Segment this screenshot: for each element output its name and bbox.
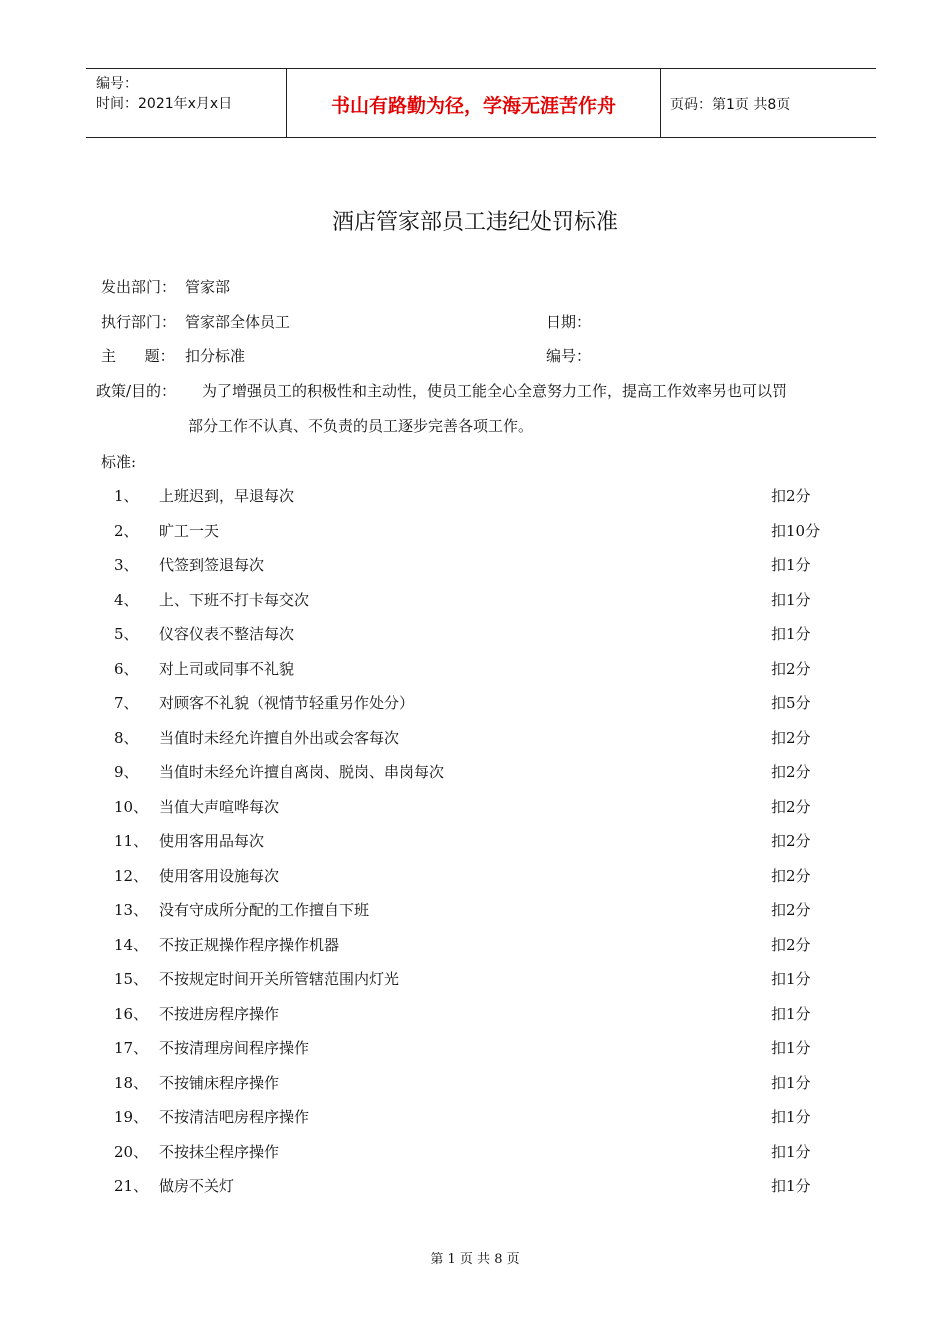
- rule-number: 13、: [114, 901, 149, 919]
- rule-score: 扣2分: [771, 659, 811, 678]
- issuing-department: [101, 276, 230, 297]
- header-info-cell: [86, 69, 286, 137]
- rule-text: 不按抹尘程序操作: [159, 1142, 280, 1161]
- rule-number: 6、: [114, 659, 139, 678]
- rule-score: 扣1分: [771, 590, 811, 609]
- rule-score: 扣2分: [771, 487, 811, 505]
- rule-number: 1、: [114, 487, 139, 505]
- header-motto: 书山有路勤为径，学海无涯苦作舟: [330, 95, 616, 117]
- policy-text-line2: 部分工作不认真、不负责的员工逐步完善各项工作。: [188, 417, 534, 435]
- rule-number: 21、: [114, 1177, 149, 1195]
- rule-score: 扣1分: [771, 625, 811, 643]
- policy-text-line1: 为了增强员工的积极性和主动性，使员工能全心全意努力工作，提高工作效率另也可以罚: [202, 382, 788, 400]
- header-page-cell: [660, 69, 876, 137]
- header-motto-cell: [286, 69, 661, 137]
- header-number: 编号：: [96, 76, 138, 92]
- rule-text: 旷工一天: [159, 521, 220, 540]
- rule-text: 使用客用品每次: [159, 832, 265, 850]
- rule-text: 使用客用设施每次: [159, 866, 280, 885]
- rule-text: 没有守成所分配的工作擅自下班: [159, 901, 370, 919]
- rule-text: 不按清理房间程序操作: [159, 1039, 310, 1057]
- rule-score: 扣1分: [771, 1142, 811, 1161]
- rule-score: 扣5分: [771, 694, 811, 712]
- rule-number: 5、: [114, 625, 139, 643]
- rule-text: 当值时未经允许擅自外出或会客每次: [159, 728, 400, 747]
- rule-score: 扣2分: [771, 763, 811, 781]
- rule-text: 仪容仪表不整洁每次: [159, 625, 295, 643]
- rule-score: 扣1分: [771, 1004, 811, 1023]
- rule-score: 扣2分: [771, 935, 811, 954]
- header-page-number: 页码：第1页 共8页: [670, 97, 791, 113]
- rule-text: 上班迟到，早退每次: [159, 487, 295, 505]
- rule-score: 扣1分: [771, 970, 811, 988]
- standard-label: 标准:: [101, 453, 137, 471]
- subject-value: 扣分标准: [185, 347, 246, 365]
- rule-text: 当值时未经允许擅自离岗、脱岗、串岗每次: [159, 763, 445, 781]
- rule-text: 对顾客不礼貌（视情节轻重另作处分）: [159, 694, 415, 712]
- rule-text: 对上司或同事不礼貌: [159, 659, 295, 678]
- rule-number: 4、: [114, 590, 139, 609]
- rule-number: 11、: [114, 832, 149, 850]
- rule-score: 扣2分: [771, 728, 811, 747]
- rule-score: 扣1分: [771, 1073, 811, 1092]
- rule-number: 8、: [114, 728, 139, 747]
- subject: [101, 345, 245, 366]
- rule-text: 上、下班不打卡每交次: [159, 590, 310, 609]
- date-label: 日期：: [546, 313, 592, 331]
- issuing-department-value: 管家部: [185, 278, 231, 296]
- rule-score: 扣1分: [771, 1039, 811, 1057]
- rule-text: 不按规定时间开关所管辖范围内灯光: [159, 970, 400, 988]
- rule-text: 不按正规操作程序操作机器: [159, 935, 340, 954]
- rule-score: 扣1分: [771, 556, 811, 574]
- subject-label: 主 题：: [101, 347, 175, 365]
- rule-number: 10、: [114, 797, 149, 816]
- rule-number: 20、: [114, 1142, 149, 1161]
- rule-text: 不按清洁吧房程序操作: [159, 1108, 310, 1126]
- executing-department: [101, 311, 290, 332]
- rule-score: 扣2分: [771, 866, 811, 885]
- number-label: 编号：: [546, 347, 592, 365]
- policy-label: 政策/目的：: [96, 382, 177, 400]
- executing-department-value: 管家部全体员工: [185, 313, 291, 331]
- rule-text: 当值大声喧哗每次: [159, 797, 280, 816]
- rule-text: 不按进房程序操作: [159, 1004, 280, 1023]
- rule-score: 扣2分: [771, 797, 811, 816]
- issuing-department-label: 发出部门：: [101, 278, 177, 296]
- rule-number: 16、: [114, 1004, 149, 1023]
- rule-number: 7、: [114, 694, 139, 712]
- page-footer: 第 1 页 共 8 页: [430, 1252, 520, 1267]
- rule-number: 19、: [114, 1108, 149, 1126]
- executing-department-label: 执行部门：: [101, 313, 177, 331]
- rule-number: 15、: [114, 970, 149, 988]
- rule-text: 做房不关灯: [159, 1177, 235, 1195]
- rule-score: 扣1分: [771, 1177, 811, 1195]
- rule-number: 14、: [114, 935, 149, 954]
- rule-score: 扣10分: [771, 521, 821, 540]
- rule-score: 扣2分: [771, 901, 811, 919]
- document-header: [86, 68, 876, 138]
- rule-number: 3、: [114, 556, 139, 574]
- rule-score: 扣2分: [771, 832, 811, 850]
- rule-number: 18、: [114, 1073, 149, 1092]
- document-title: 酒店管家部员工违纪处罚标准: [331, 210, 618, 235]
- rule-score: 扣1分: [771, 1108, 811, 1126]
- rule-number: 17、: [114, 1039, 149, 1057]
- rule-number: 9、: [114, 763, 139, 781]
- header-time: 时间：2021年x月x日: [96, 96, 233, 112]
- rule-text: 不按铺床程序操作: [159, 1073, 280, 1092]
- rule-number: 2、: [114, 521, 139, 540]
- rule-number: 12、: [114, 866, 149, 885]
- rule-text: 代签到签退每次: [159, 556, 265, 574]
